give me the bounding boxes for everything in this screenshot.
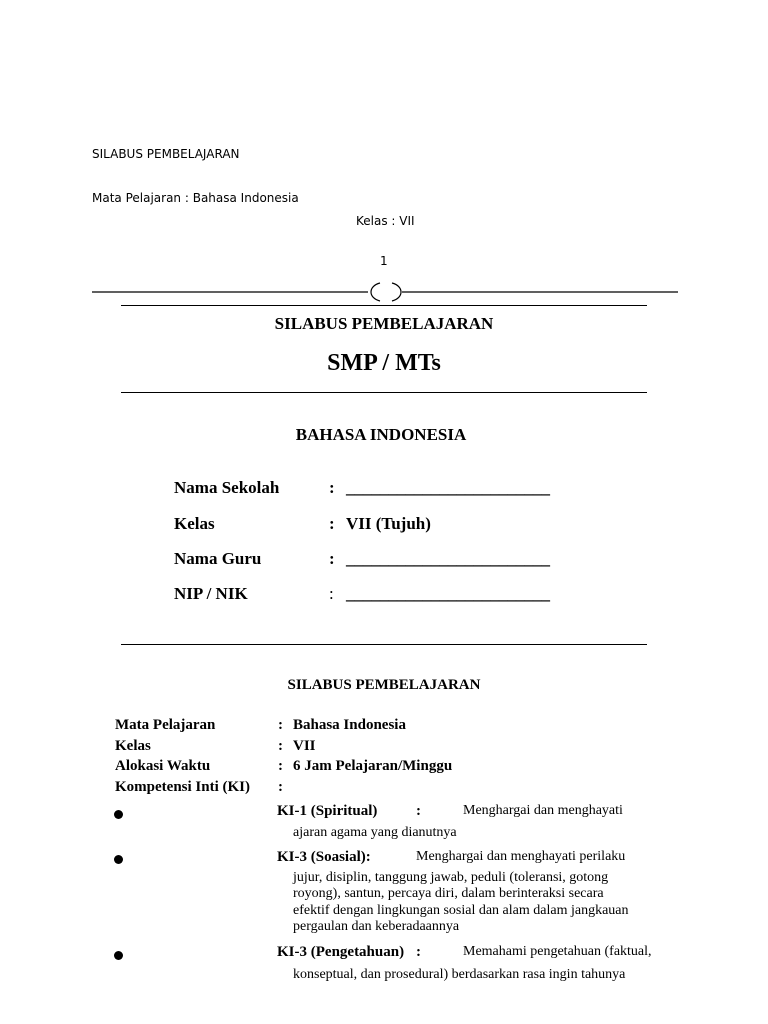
ki-1-text: Menghargai dan menghayati [463,803,623,818]
field-label-nama-sekolah: Nama Sekolah [174,478,280,497]
field-value-kelas: VII (Tujuh) [346,514,431,533]
info-colon: : [278,738,283,754]
ki-1-colon: : [416,803,421,819]
ki-2-text-cont: pergaulan dan keberadaannya [293,919,460,934]
cover-mid-rule [121,392,647,393]
info-label-kompetensi-inti: Kompetensi Inti (KI) [115,779,250,795]
info-colon: : [278,779,283,795]
ki-3-text: Memahami pengetahuan (faktual, [463,944,652,959]
ki-2-text-cont: royong), santun, percaya diri, dalam berinteraksi secara [293,886,604,901]
header-title: SILABUS PEMBELAJARAN [92,147,240,161]
field-value-nip-nik[interactable]: ________________________ [346,584,550,603]
cover-subject: BAHASA INDONESIA [295,425,467,444]
field-colon: : [329,549,335,568]
field-colon: : [329,514,335,533]
info-label-mata-pelajaran: Mata Pelajaran [115,717,216,733]
info-colon: : [278,717,283,733]
field-colon: : [329,584,334,603]
field-label-nama-guru: Nama Guru [174,549,262,568]
ki-2-text-cont: efektif dengan lingkungan sosial dan alam dalam jangkauan [293,903,629,918]
ki-3-label: KI-3 (Pengetahuan) [277,944,405,960]
bullet-icon [114,810,123,819]
ki-3-text-cont: konseptual, dan prosedural) berdasarkan rasa ingin tahunya [293,967,626,982]
header-class-line: Kelas : VII [356,214,415,228]
info-colon: : [278,758,283,774]
bullet-icon [114,855,123,864]
info-value-kelas: VII [293,738,316,754]
ki-2-text-cont: jujur, disiplin, tanggung jawab, peduli (toleransi, gotong [293,870,609,885]
ki-2-text: Menghargai dan menghayati perilaku [416,849,626,864]
field-colon: : [329,478,335,497]
bullet-icon [114,951,123,960]
field-value-nama-guru[interactable]: ________________________ [346,549,550,568]
field-label-nip-nik: NIP / NIK [174,584,248,603]
info-label-kelas: Kelas [115,738,151,754]
info-label-alokasi-waktu: Alokasi Waktu [115,758,211,774]
ki-2-label: KI-3 (Soasial): [277,849,371,865]
cover-title: SILABUS PEMBELAJARAN [274,314,494,333]
cover-top-rule [121,305,647,306]
ki-3-colon: : [416,944,421,960]
cover-bottom-rule [121,644,647,645]
info-value-mata-pelajaran: Bahasa Indonesia [293,717,406,733]
info-value-alokasi-waktu: 6 Jam Pelajaran/Minggu [293,758,453,774]
cover-level: SMP / MTs [327,350,441,376]
page-number: 1 [380,254,388,268]
ki-1-label: KI-1 (Spiritual) [277,803,378,819]
syllabus-title: SILABUS PEMBELAJARAN [287,677,481,693]
field-value-nama-sekolah[interactable]: ________________________ [346,478,550,497]
ki-1-text-cont: ajaran agama yang dianutnya [293,825,457,840]
ornament-divider [90,280,680,304]
header-subject-line: Mata Pelajaran : Bahasa Indonesia [92,191,299,205]
field-label-kelas: Kelas [174,514,215,533]
